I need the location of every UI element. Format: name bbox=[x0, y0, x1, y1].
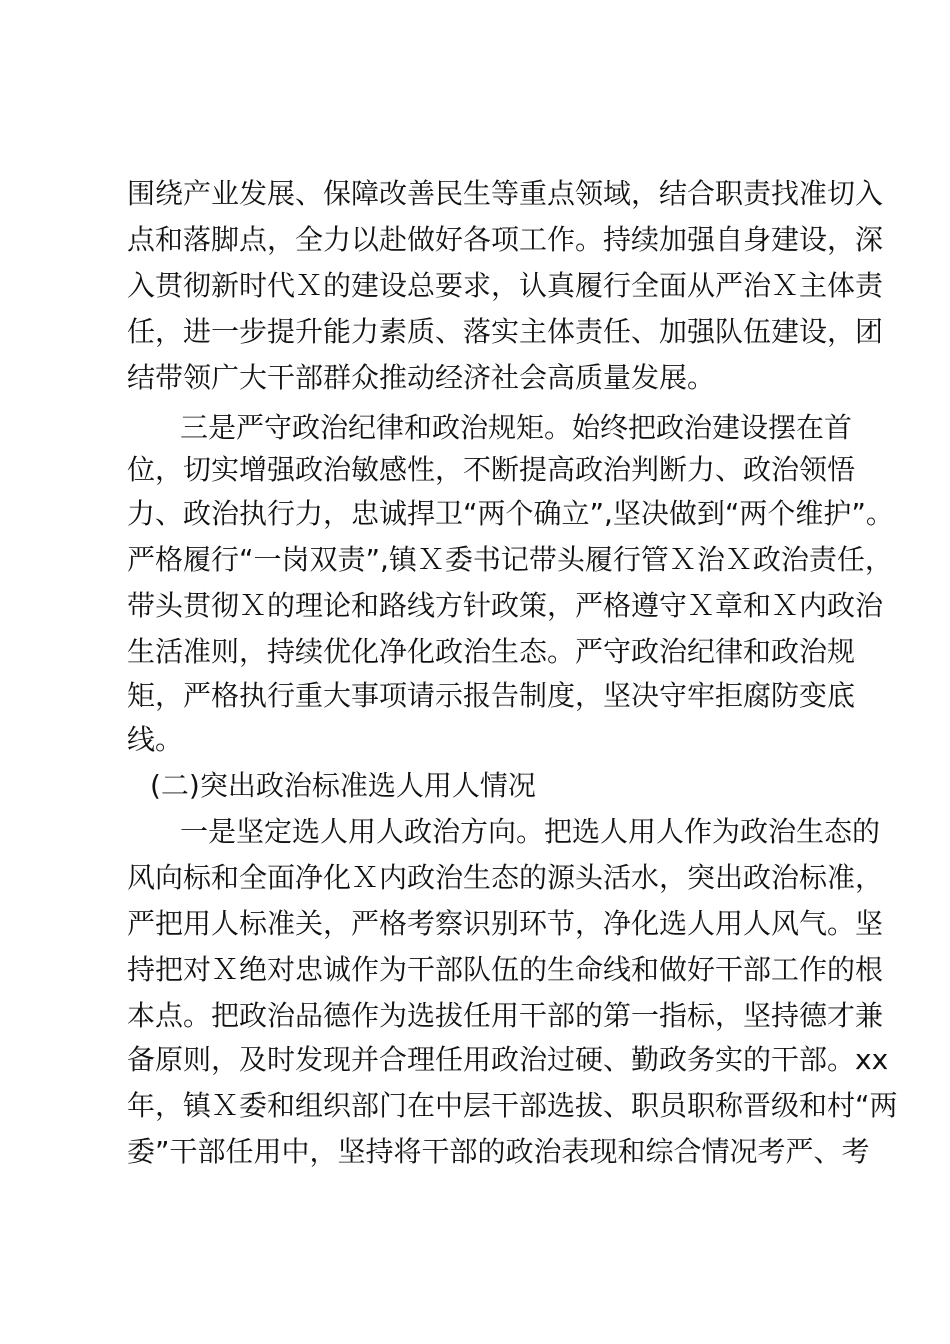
paragraph-line: 生活准则，持续优化净化政治生态。严守政治纪律和政治规 bbox=[127, 635, 856, 668]
paragraph-line: 委”干部任用中，坚持将干部的政治表现和综合情况考严、考 bbox=[127, 1135, 870, 1168]
paragraph-line: 备原则，及时发现并合理任用政治过硬、勤政务实的干部。xx bbox=[127, 1043, 889, 1076]
paragraph-line: 严格履行“一岗双责”,镇Ｘ委书记带头履行管Ｘ治Ｘ政治责任， bbox=[127, 543, 893, 576]
paragraph-line: 带头贯彻Ｘ的理论和路线方针政策，严格遵守Ｘ章和Ｘ内政治 bbox=[127, 589, 884, 622]
section-heading: (二)突出政治标准选人用人情况 bbox=[150, 769, 536, 802]
paragraph-line: 矩，严格执行重大事项请示报告制度，坚决守牢拒腐防变底 bbox=[127, 679, 856, 712]
paragraph-line: 位，切实增强政治敏感性，不断提高政治判断力、政治领悟 bbox=[127, 453, 856, 486]
paragraph-line: 三是严守政治纪律和政治规矩。始终把政治建设摆在首 bbox=[180, 411, 853, 444]
paragraph-line: 结带领广大干部群众推动经济社会高质量发展。 bbox=[127, 361, 716, 394]
paragraph-line: 围绕产业发展、保障改善民生等重点领域，结合职责找准切入 bbox=[127, 177, 884, 210]
paragraph-line: 一是坚定选人用人政治方向。把选人用人作为政治生态的 bbox=[180, 815, 881, 848]
paragraph-line: 线。 bbox=[127, 723, 184, 756]
paragraph-line: 任，进一步提升能力素质、落实主体责任、加强队伍建设，团 bbox=[127, 315, 884, 348]
paragraph-line: 力、政治执行力，忠诚捍卫“两个确立”,坚决做到“两个维护”。 bbox=[127, 497, 894, 530]
paragraph-line: 严把用人标准关，严格考察识别环节，净化选人用人风气。坚 bbox=[127, 907, 884, 940]
paragraph-line: 本点。把政治品德作为选拔任用干部的第一指标，坚持德才兼 bbox=[127, 999, 884, 1032]
paragraph-line: 入贯彻新时代Ｘ的建设总要求，认真履行全面从严治Ｘ主体责 bbox=[127, 269, 884, 302]
paragraph-line: 持把对Ｘ绝对忠诚作为干部队伍的生命线和做好干部工作的根 bbox=[127, 953, 884, 986]
paragraph-line: 风向标和全面净化Ｘ内政治生态的源头活水，突出政治标准， bbox=[127, 861, 884, 894]
paragraph-line: 年，镇Ｘ委和组织部门在中层干部选拔、职员职称晋级和村“两 bbox=[127, 1089, 898, 1122]
paragraph-line: 点和落脚点，全力以赴做好各项工作。持续加强自身建设，深 bbox=[127, 223, 884, 256]
